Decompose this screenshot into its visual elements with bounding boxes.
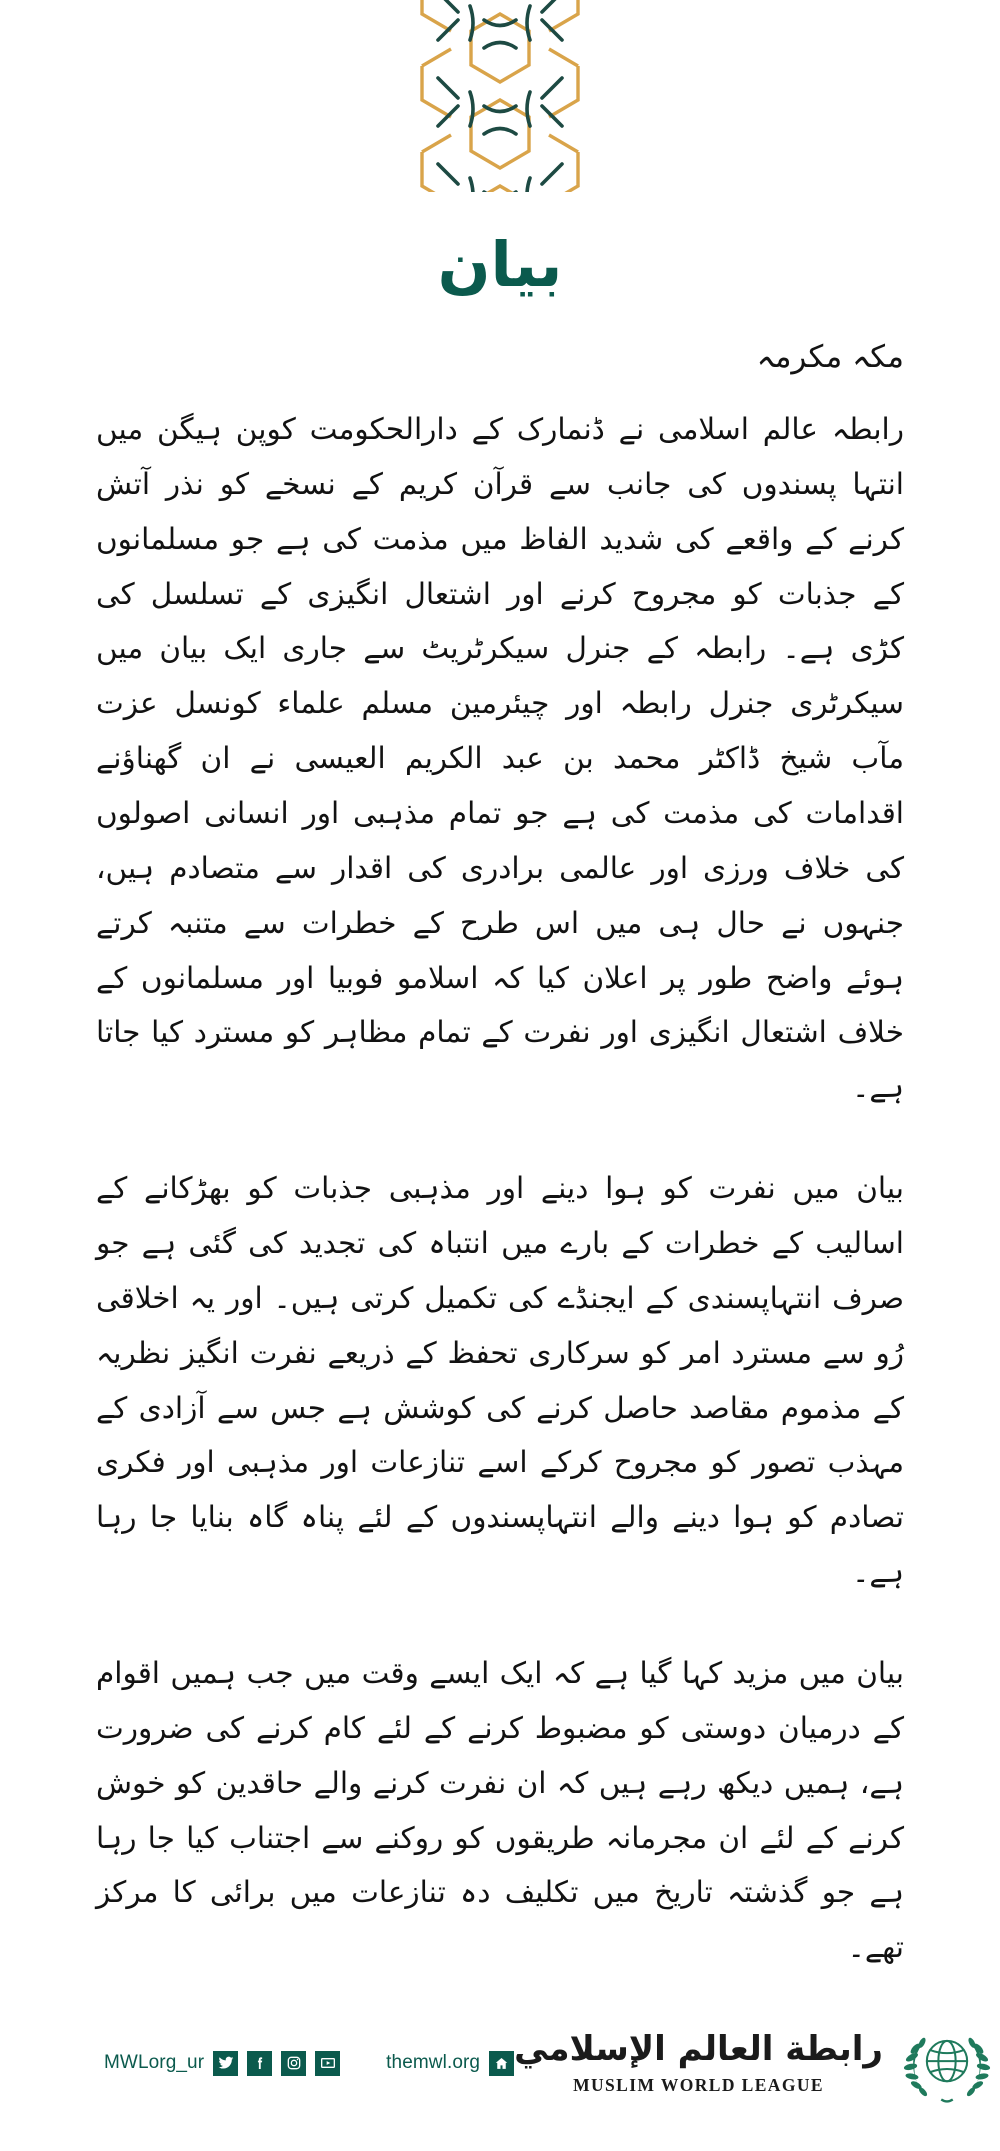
footer-left bbox=[104, 2051, 514, 2076]
youtube-icon[interactable] bbox=[315, 2051, 340, 2076]
mwl-english-name: MUSLIM WORLD LEAGUE bbox=[573, 2075, 824, 2096]
social-handle-text: MWLorg_ur bbox=[104, 2052, 205, 2074]
twitter-icon[interactable] bbox=[213, 2051, 238, 2076]
social-handle-group bbox=[104, 2051, 340, 2076]
paragraph: بیان میں مزید کہا گیا ہے کہ ایک ایسے وقت میں جب ہمیں اقوام کے درمیان دوستی کو مضبوط کرنے کے لئے کام کرنے کی ضرورت ہے، ہمیں دیکھ رہے ہیں کہ ان نفرت کرنے والے حاقدین کو خوش کرنے کے لئے ان مجرمانہ طریقوں کو روکنے سے اجتناب کیا جا رہا ہے جو گذشتہ تاریخ میں تکلیف دہ تنازعات میں برائی کا مرکز تھے۔ bbox=[96, 1656, 904, 1965]
wreath-left bbox=[903, 2037, 928, 2098]
mwl-logo-text bbox=[514, 2030, 883, 2096]
website-url-text: themwl.org bbox=[386, 2052, 481, 2074]
website-group bbox=[386, 2051, 514, 2076]
article-body bbox=[0, 380, 1000, 1975]
header-ornament bbox=[0, 0, 1000, 192]
geometric-pattern-svg bbox=[400, 0, 600, 192]
gold-side-hexagons bbox=[422, 0, 578, 192]
mwl-logo bbox=[514, 2015, 995, 2111]
paragraph: رابطہ عالم اسلامی نے ڈنمارک کے دارالحکومت کوپن ہیگن میں انتہا پسندوں کی جانب سے قرآن کریم کے نسخے کو نذر آتش کرنے کے واقعے کی شدید الفاظ میں مذمت کی ہے جو مسلمانوں کے جذبات کو مجروح کرنے اور اشتعال انگیزی کے تسلسل کی کڑی ہے۔ رابطہ کے جنرل سیکرٹریٹ سے جاری ایک بیان میں سیکرٹری جنرل رابطہ اور چیئرمین مسلم علماء کونسل عزت مآب شیخ ڈاکٹر محمد بن عبد الکریم العیسی نے ان گھناؤنے اقدامات کی مذمت کی ہے جو تمام مذہبی اور انسانی اصولوں کی خلاف ورزی اور عالمی برادری کی اقدار سے متصادم ہیں، جنہوں نے حال ہی میں اس طرح کے خطرات سے متنبہ کرتے ہوئے واضح طور پر اعلان کیا کہ اسلامو فوبیا اور مسلمانوں کے خلاف اشتعال انگیزی اور نفرت کے تمام مظاہر کو مسترد کیا جاتا ہے۔ bbox=[96, 412, 904, 1105]
paragraph: بیان میں نفرت کو ہوا دینے اور مذہبی جذبات کو بھڑکانے کے اسالیب کے خطرات کے بارے میں انتباہ کی تجدید کی گئی ہے جو صرف انتہاپسندی کے ایجنڈے کی تکمیل کرتی ہیں۔ اور یہ اخلاقی رُو سے مسترد امر کو سرکاری تحفظ کے ذریعے نفرت انگیز نظریہ کے مذموم مقاصد حاصل کرنے کی کوشش ہے جس سے آزادی کے مہذب تصور کو مجروح کرکے اسے تنازعات اور مذہبی اور فکری تصادم کو ہوا دینے والے انتہاپسندوں کے لئے پناہ گاہ بنایا جا رہا ہے۔ bbox=[96, 1171, 904, 1590]
instagram-icon[interactable] bbox=[281, 2051, 306, 2076]
footer bbox=[0, 1975, 1000, 2151]
teal-chevrons bbox=[438, 0, 562, 192]
dateline: مکہ مکرمہ bbox=[756, 338, 904, 375]
home-icon[interactable] bbox=[489, 2051, 514, 2076]
wreath-right bbox=[965, 2037, 990, 2098]
title-block bbox=[0, 192, 1000, 304]
gold-hexagons bbox=[471, 0, 529, 192]
globe-wreath-emblem bbox=[899, 2015, 995, 2111]
dateline-block bbox=[0, 304, 1000, 381]
mwl-arabic-name: رابطة العالم الإسلامي bbox=[514, 2029, 883, 2070]
page-title: بیان bbox=[437, 228, 563, 301]
facebook-icon[interactable] bbox=[247, 2051, 272, 2076]
